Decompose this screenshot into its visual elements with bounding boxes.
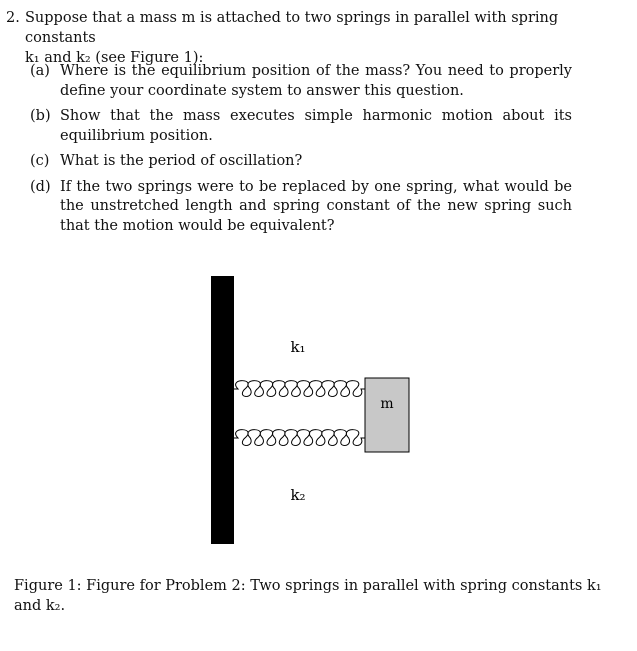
spring-figure [200,270,430,550]
spring-1 [234,381,365,397]
part-c-label: (c) [30,153,50,169]
problem-parts [30,62,572,242]
part-b-text: Show that the mass executes simple harmonic motion about its equilibrium position. [60,108,572,144]
part-a [30,62,572,101]
part-b [30,107,572,146]
figure-caption: Figure 1: Figure for Problem 2: Two springs in parallel with spring constants k₁ and k₂. [14,578,602,614]
spring-2-label: k₂ [290,486,306,504]
problem-line-1: Suppose that a mass m is attached to two springs in parallel with spring constants [25,10,559,46]
problem-line-2: k₁ and k₂ (see Figure 1): [25,50,204,66]
mass-block [365,378,409,452]
part-b-label: (b) [30,108,51,124]
problem-statement [6,8,606,68]
spring-1-label: k₁ [290,338,306,356]
spring-2 [234,430,365,446]
problem-number: 2. [6,10,20,26]
part-a-label: (a) [30,63,50,79]
wall [211,276,234,544]
part-d-text: If the two springs were to be replaced by one spring, what would be the unstretched length and spring constant of the new spring such that the motion would be equivalent? [60,178,572,234]
part-a-text: Where is the equilibrium position of the mass? You need to properly define your coordinate system to answer this question. [60,63,572,99]
part-d-label: (d) [30,178,51,195]
part-c-text: What is the period of oscillation? [60,153,303,169]
mass-label: m [380,396,394,412]
part-d [30,178,572,237]
part-c [30,152,572,172]
